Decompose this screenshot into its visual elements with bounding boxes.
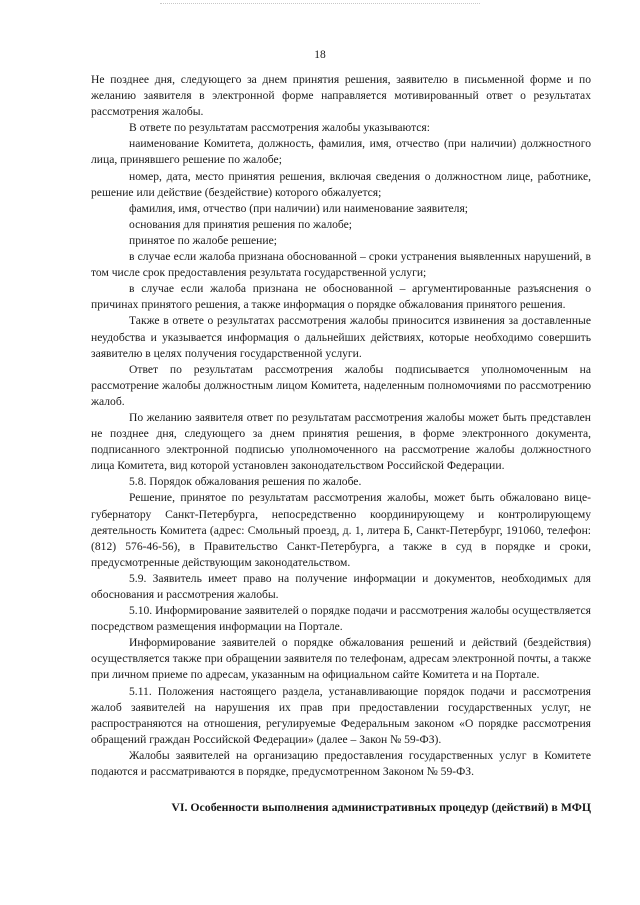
paragraph: в случае если жалоба признана обоснованной – сроки устранения выявленных нарушений, в том числе срок предоставления результата государственной услуги; [91, 250, 591, 280]
scan-artifact [160, 3, 480, 8]
paragraph: Ответ по результатам рассмотрения жалобы подписывается уполномоченным на рассмотрение жалобы должностным лицом Комитета, наделенным полномочиями по рассмотрению жалоб. [91, 362, 591, 408]
paragraph: Также в ответе о результатах рассмотрения жалобы приносится извинения за доставленные неудобства и указывается информация о дальнейших действиях, которые необходимо совершить заявителю в целях получения государственной услуги. [91, 314, 591, 360]
paragraph: принятое по жалобе решение; [129, 233, 277, 247]
page-number: 18 [314, 49, 326, 61]
paragraph: По желанию заявителя ответ по результатам рассмотрения жалобы может быть представлен не позднее дня, следующего за днем принятия решения, в форме электронного документа, подписанного электронной подписью уполномоченного на рассмотрение жалобы должностного лица Комитета, вид которой установлен законодательством Российской Федерации. [91, 410, 591, 473]
paragraph: наименование Комитета, должность, фамилия, имя, отчество (при наличии) должностного лица, принявшего решение по жалобе; [91, 137, 591, 167]
paragraph: номер, дата, место принятия решения, включая сведения о должностном лице, работнике, решение или действие (бездействие) которого обжалуется; [91, 169, 591, 199]
paragraph: основания для принятия решения по жалобе; [129, 217, 353, 231]
paragraph: Жалобы заявителей на организацию предоставления государственных услуг в Комитете подаются и рассматриваются в порядке, предусмотренном Законом № 59-ФЗ. [91, 748, 591, 779]
paragraph: Информирование заявителей о порядке обжалования решений и действий (бездействия) осуществляется также при обращении заявителя по телефонам, адресам электронной почты, а также при личном приеме по адресам, указанным на официальном сайте Комитета и на Портале. [91, 636, 591, 682]
paragraph: Не позднее дня, следующего за днем принятия решения, заявителю в письменной форме и по желанию заявителя в электронной форме направляется мотивированный ответ о результатах рассмотрения жалобы. [91, 73, 591, 119]
paragraph: 5.11. Положения настоящего раздела, устанавливающие порядок подачи и рассмотрения жалоб заявителей на нарушения их прав при предоставлении государственных услуг, не распространяются на отношения, регулируемые Федеральным законом «О порядке рассмотрения обращений граждан Российской Федерации» (далее – Закон № 59-ФЗ). [91, 684, 591, 746]
section-title: VI. Особенности выполнения административных процедур (действий) в МФЦ [171, 800, 591, 814]
paragraph: Решение, принятое по результатам рассмотрения жалобы, может быть обжаловано вице-губернатору Санкт-Петербурга, непосредственно координирующему и контролирующему деятельность Комитета (адрес: Смольный проезд, д. 1, литера Б, Санкт-Петербург, 191060, телефон: (812) 576-46-56), в Правительство Санкт-Петербурга, а также в суд в порядке и сроки, предусмотренные действующим законодательством. [91, 491, 591, 569]
paragraph: В ответе по результатам рассмотрения жалобы указываются: [129, 121, 430, 135]
paragraph: 5.8. Порядок обжалования решения по жалобе. [129, 475, 362, 489]
document-body [91, 72, 591, 780]
paragraph: 5.9. Заявитель имеет право на получение информации и документов, необходимых для обоснования и рассмотрения жалобы. [91, 571, 591, 601]
paragraph: 5.10. Информирование заявителей о порядке подачи и рассмотрения жалобы осуществляется посредством размещения информации на Портале. [91, 604, 591, 634]
paragraph: фамилия, имя, отчество (при наличии) или наименование заявителя; [129, 201, 469, 215]
paragraph: в случае если жалоба признана не обоснованной – аргументированные разъяснения о причинах принятого решения, а также информация о порядке обжалования принятого решения. [91, 282, 591, 312]
